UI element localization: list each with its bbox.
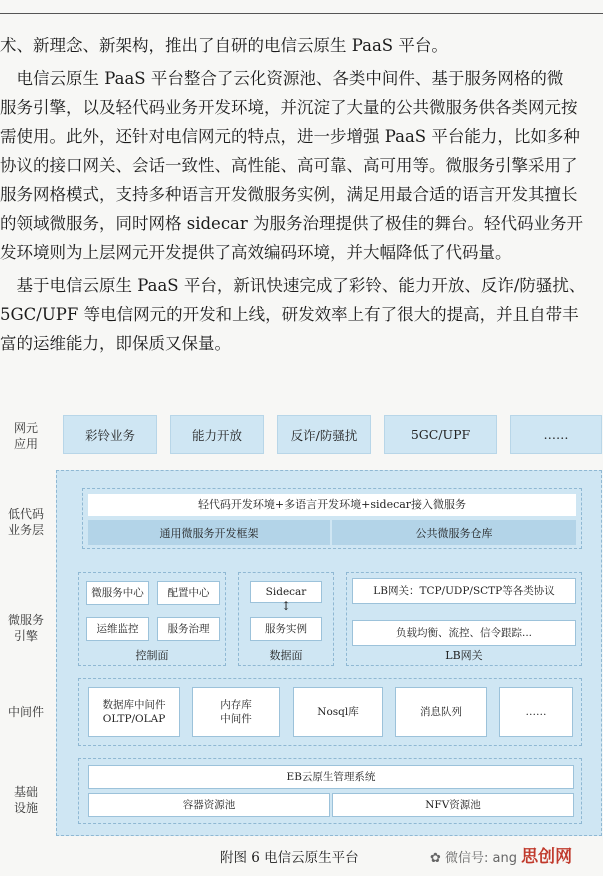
app-box: 反诈/防骚扰 — [277, 415, 371, 454]
text-line: 术、新理念、新架构，推出了自研的电信云原生 PaaS 平台。 — [0, 36, 448, 55]
text-line: 需使用。此外，还针对电信网元的特点，进一步增强 PaaS 平台能力，比如多种 — [0, 127, 580, 146]
middleware-box: Nosql库 — [293, 687, 383, 737]
text-line: 服务网格模式，支持多种语言开发微服务实例，满足用最合适的语言开发其擅长 — [0, 185, 578, 204]
control-item: 配置中心 — [157, 581, 220, 605]
figure-caption: 附图 6 电信云原生平台 — [220, 850, 359, 866]
text-line: 协议的接口网关、会话一致性、高性能、高可靠、高可用等。微服务引擎采用了 — [0, 156, 578, 175]
article-body — [0, 31, 603, 358]
framework-box: 通用微服务开发框架 — [88, 520, 330, 545]
layer-label-middleware: 中间件 — [7, 705, 44, 719]
watermark-text: 微信号: ang — [445, 851, 518, 866]
app-box: …… — [510, 415, 602, 454]
text-line: 的领域微服务，同时网格 sidecar 为服务治理提供了极佳的舞台。轻代码业务开 — [0, 214, 584, 233]
lb-features-box: 负载均衡、流控、信令跟踪... — [352, 620, 576, 646]
layer-label-engine: 微服务 引擎 — [7, 613, 44, 643]
text-line: 服务引擎，以及轻代码业务开发环境，并沉淀了大量的公共微服务供各类网元按 — [0, 98, 578, 117]
lowcode-env-box: 轻代码开发环境+多语言开发环境+sidecar接入微服务 — [88, 494, 576, 516]
repo-box: 公共微服务仓库 — [332, 520, 576, 545]
lb-protocols-box: LB网关：TCP/UDP/SCTP等各类协议 — [352, 578, 576, 604]
text-line: 基于电信云原生 PaaS 平台，新讯快速完成了彩铃、能力开放、反诈/防骚扰、 — [0, 276, 586, 295]
data-plane-label: 数据面 — [269, 649, 303, 662]
wechat-icon: ✿ — [430, 851, 441, 866]
app-box: 能力开放 — [170, 415, 264, 454]
app-box: 彩铃业务 — [63, 415, 157, 454]
layer-label-net: 网元 应用 — [13, 421, 38, 451]
text-line: 5GC/UPF 等电信网元的开发和上线，研发效率上有了很大的提高，并且自带丰 — [0, 305, 579, 324]
cloud-mgmt-box: EB云原生管理系统 — [88, 765, 574, 789]
control-item: 运维监控 — [86, 617, 149, 641]
middleware-box: 内存库 中间件 — [192, 687, 280, 737]
header-rule — [0, 13, 603, 14]
text-line: 富的运维能力，即保质又保量。 — [0, 334, 231, 353]
control-item: 服务治理 — [157, 617, 220, 641]
link-arrow-icon: ↕ — [280, 599, 292, 613]
text-line: 发环境则为上层网元开发提供了高效编码环境，并大幅降低了代码量。 — [0, 243, 512, 262]
watermark-brand: 思创网 — [521, 847, 573, 867]
layer-label-lowcode: 低代码 业务层 — [7, 507, 44, 537]
app-box: 5GC/UPF — [384, 415, 497, 454]
middleware-box: …… — [499, 687, 573, 737]
middleware-box: 消息队列 — [395, 687, 487, 737]
layer-label-infra: 基础 设施 — [13, 785, 38, 815]
control-item: 微服务中心 — [86, 581, 149, 605]
lb-gateway-label: LB网关 — [445, 649, 483, 662]
sidecar-box: Sidecar — [250, 581, 322, 603]
service-instance-box: 服务实例 — [250, 617, 322, 641]
container-pool-box: 容器资源池 — [88, 793, 330, 817]
watermark — [430, 842, 572, 867]
control-plane-label: 控制面 — [135, 649, 169, 662]
text-line: 电信云原生 PaaS 平台整合了云化资源池、各类中间件、基于服务网格的微 — [0, 69, 564, 88]
nfv-pool-box: NFV资源池 — [332, 793, 574, 817]
middleware-box: 数据库中间件 OLTP/OLAP — [88, 687, 180, 737]
